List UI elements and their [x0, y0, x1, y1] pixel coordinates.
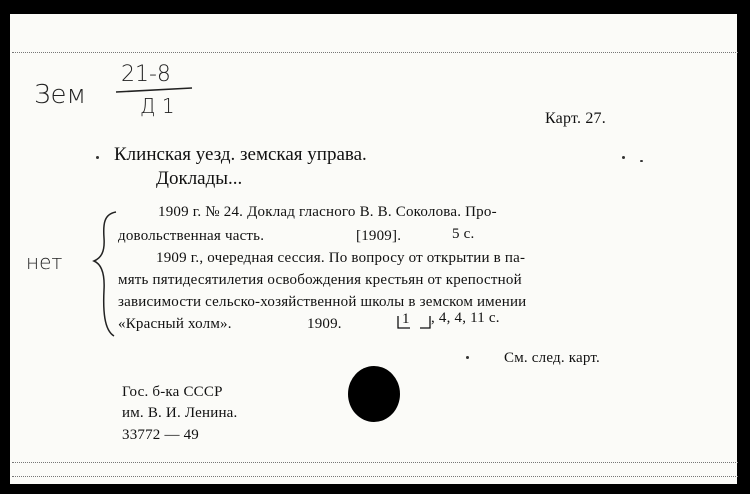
- entry-2-line-1: 1909 г., очередная сессия. По вопросу от открытии в па-: [156, 250, 526, 266]
- heading-author: Клинская уезд. земская управа.: [114, 144, 367, 165]
- fraction-line: [116, 88, 192, 92]
- entry-1-line-1: 1909 г. № 24. Доклад гласного В. В. Соколова. Про-: [158, 204, 497, 220]
- heading-title: Доклады...: [156, 168, 243, 189]
- entry-1-line-2b: [1909].: [356, 228, 402, 244]
- entry-2-line-4d: , 4, 4, 11 с.: [431, 310, 500, 326]
- continuation-note: См. след. карт.: [504, 350, 600, 366]
- entry-1-line-2a: довольственная часть.: [118, 228, 265, 244]
- shelf-code-bottom: Д 1: [140, 94, 175, 118]
- speck: [96, 156, 99, 159]
- entry-2-line-4c: 1: [402, 311, 410, 327]
- speck: [466, 356, 469, 359]
- speck: [622, 156, 625, 159]
- speck: [640, 160, 643, 162]
- brace: [94, 212, 116, 336]
- entry-2-line-3: зависимости сельско-хозяйственной школы в земском имении: [118, 294, 527, 310]
- punch-hole: [348, 366, 400, 422]
- library-line-2: им. В. И. Ленина.: [122, 405, 238, 421]
- side-note: нет: [26, 250, 63, 274]
- library-line-1: Гос. б-ка СССР: [122, 384, 223, 400]
- entry-2-line-4a: «Красный холм».: [118, 316, 232, 332]
- shelf-prefix: Зем: [34, 80, 87, 110]
- shelf-code-top: 21-8: [121, 62, 171, 87]
- card-number: Карт. 27.: [545, 110, 606, 127]
- entry-1-line-2c: 5 с.: [452, 226, 475, 242]
- entry-2-line-2: мять пятидесятилетия освобождения крестьян от крепостной: [118, 272, 522, 288]
- entry-2-line-4b: 1909.: [307, 316, 342, 332]
- library-line-3: 33772 — 49: [122, 427, 199, 443]
